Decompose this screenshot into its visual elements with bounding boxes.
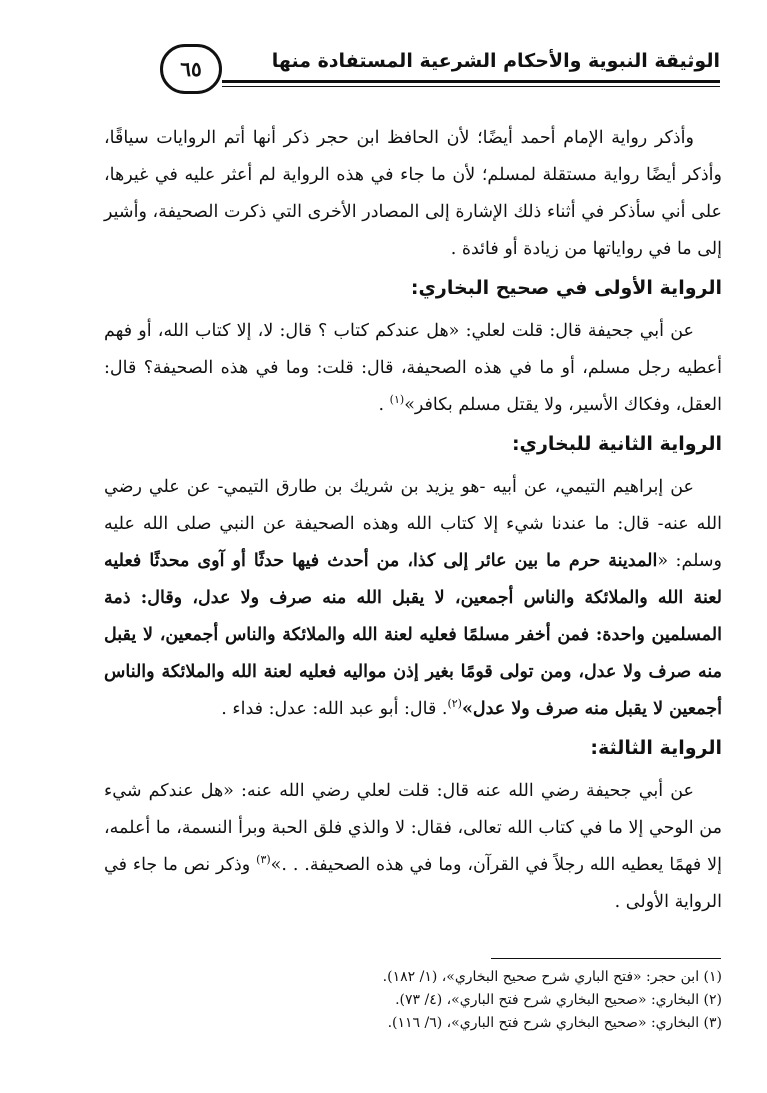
section-heading-1: الرواية الأولى في صحيح البخاري: xyxy=(410,277,722,299)
narration-2-intro: عن إبراهيم التيمي، عن أبيه -هو يزيد بن شريك بن طارق التيمي- عن علي رضي الله عنه- قال: ما عندنا شيء إلا كتاب الله وهذه الصحيفة عن النبي صلى الله عليه وسلم: « xyxy=(104,477,722,571)
page-number-badge xyxy=(160,44,222,94)
narration-2-close: » xyxy=(461,699,473,719)
header-rule-thin xyxy=(222,86,720,87)
header-rule xyxy=(222,80,720,83)
hadith-text-bold: المدينة حرم ما بين عائر إلى كذا، من أحدث فيها حدثًا أو آوى محدثًا فعليه لعنة الله والملائكة والناس أجمعين، لا يقبل الله منه صرف ولا عدل، وقال: ذمة المسلمين واحدة: فمن أخفر مسلمًا فعليه لعنة الله والملائكة والناس أجمعين، لا يقبل منه صرف ولا عدل، ومن تولى قومًا بغير إذن مواليه فعليه لعنة الله والملائكة والناس أجمعين لا يقبل منه صرف ولا عدل xyxy=(104,551,722,719)
page-number: ٦٥ xyxy=(180,57,202,81)
intro-paragraph: وأذكر رواية الإمام أحمد أيضًا؛ لأن الحافظ ابن حجر ذكر أنها أتم الروايات سياقًا، وأذكر أيضًا رواية مستقلة لمسلم؛ لأن ما جاء في هذه الرواية لم أعثر عليه في غيرها، على أني سأذكر في أثناء ذلك الإشارة إلى المصادر الأخرى التي ذكرت الصحيفة، وأشير إلى ما في رواياتها من زيادة أو فائدة . xyxy=(104,128,722,259)
narration-1 xyxy=(104,313,722,424)
section-heading-2: الرواية الثانية للبخاري: xyxy=(511,433,722,455)
narration-2-end: . قال: أبو عبد الله: عدل: فداء . xyxy=(221,699,448,719)
footnote-ref-1[interactable]: (١) xyxy=(389,393,405,407)
footnote-ref-3[interactable]: (٣) xyxy=(256,853,271,867)
section-heading-3: الرواية الثالثة: xyxy=(590,737,722,759)
narration-1-text: عن أبي جحيفة قال: قلت لعلي: «هل عندكم كتاب ؟ قال: لا، إلا كتاب الله، أو فهم أعطيه رجل مسلم، أو ما في هذه الصحيفة، قال: قلت: وما في هذه الصحيفة؟ قال: العقل، وفكاك الأسير، ولا يقتل مسلم بكافر» xyxy=(104,321,722,415)
footnote-3: (٣) البخاري: «صحيح البخاري شرح فتح الباري»، (٦/ ١١٦). xyxy=(387,1015,722,1031)
narration-3 xyxy=(104,773,722,921)
narration-2 xyxy=(104,469,722,728)
narration-3-end: وذكر نص ما جاء في الرواية الأولى . xyxy=(104,855,722,912)
page-body xyxy=(104,120,722,921)
footnote-1: (١) ابن حجر: «فتح الباري شرح صحيح البخاري»، (١/ ١٨٢). xyxy=(382,969,722,985)
footnotes xyxy=(104,966,722,1035)
running-header xyxy=(160,42,720,100)
footnote-2: (٢) البخاري: «صحيح البخاري شرح فتح الباري»، (٤/ ٧٣). xyxy=(395,992,722,1008)
footnote-ref-2[interactable]: (٢) xyxy=(447,697,462,711)
footnote-separator xyxy=(491,958,721,959)
narration-1-end: . xyxy=(378,395,390,415)
running-title: الوثيقة النبوية والأحكام الشرعية المستفادة منها xyxy=(271,50,720,72)
narration-3-text: عن أبي جحيفة رضي الله عنه قال: قلت لعلي رضي الله عنه: «هل عندكم شيء من الوحي إلا ما في كتاب الله تعالى، فقال: لا والذي فلق الحبة وبرأ النسمة، ما أعلمه، إلا فهمًا يعطيه الله رجلاً في القرآن، وما في هذه الصحيفة. . .» xyxy=(104,781,722,875)
